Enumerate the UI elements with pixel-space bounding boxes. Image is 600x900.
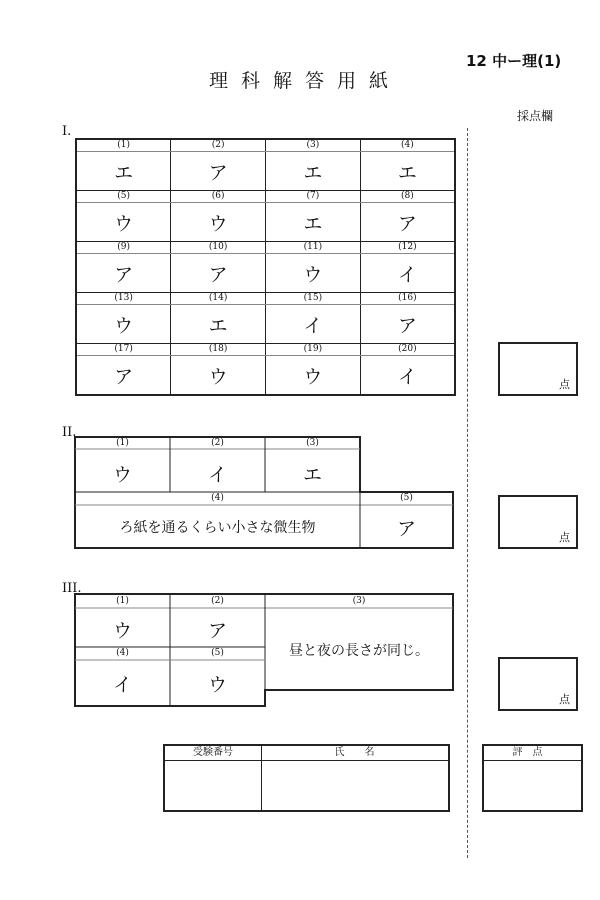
s3-q5-number: (5) xyxy=(211,648,224,658)
name-label: 氏 名 xyxy=(261,746,448,761)
s1-answer-cell: ウ xyxy=(171,356,266,396)
evaluation-table xyxy=(482,744,583,812)
s1-answer-cell: エ xyxy=(171,305,266,344)
s3-q1-number: (1) xyxy=(116,596,129,606)
s1-answer-cell: ア xyxy=(171,254,266,293)
s2-q2-answer: イ xyxy=(207,464,227,486)
s1-question-number: (3) xyxy=(266,139,361,152)
s3-q2-answer: ア xyxy=(207,620,227,642)
page-title: 理科解答用紙 xyxy=(208,70,401,92)
exam-number-label: 受験番号 xyxy=(165,746,261,761)
s1-question-number: (8) xyxy=(360,191,455,203)
s1-question-number: (19) xyxy=(266,344,361,356)
s1-answer-cell: イ xyxy=(360,356,455,396)
s1-question-number: (10) xyxy=(171,242,266,254)
exam-number-field[interactable] xyxy=(165,761,260,810)
s1-question-number: (18) xyxy=(171,344,266,356)
evaluation-label: 評点 xyxy=(484,746,581,761)
s1-answer-cell: ウ xyxy=(171,203,266,242)
s1-answer-cell: エ xyxy=(76,152,171,191)
s1-answer-cell: ウ xyxy=(266,254,361,293)
s2-q3-answer: エ xyxy=(302,464,322,486)
s1-answer-cell: ア xyxy=(360,305,455,344)
s1-answer-cell: ア xyxy=(360,203,455,242)
score-unit: 点 xyxy=(559,531,570,544)
s3-q5-answer: ウ xyxy=(207,674,227,696)
evaluation-field[interactable] xyxy=(484,761,581,810)
s1-answer-cell: イ xyxy=(266,305,361,344)
s1-question-number: (13) xyxy=(76,293,171,305)
s1-answer-cell: ア xyxy=(76,254,171,293)
s3-q3-answer: 昼と夜の長さが同じ。 xyxy=(289,643,429,659)
s1-question-number: (6) xyxy=(171,191,266,203)
s1-question-number: (17) xyxy=(76,344,171,356)
s2-q1-answer: ウ xyxy=(112,464,132,486)
score-column-label: 採点欄 xyxy=(517,109,554,123)
s2-q2-number: (2) xyxy=(211,438,224,448)
s1-question-number: (15) xyxy=(266,293,361,305)
examinee-info-table xyxy=(163,744,450,812)
section-3-score-box[interactable] xyxy=(498,657,578,711)
s2-q5-answer: ア xyxy=(396,518,416,540)
s2-q1-number: (1) xyxy=(116,438,129,448)
s1-question-number: (1) xyxy=(76,139,171,152)
s1-question-number: (20) xyxy=(360,344,455,356)
s1-question-number: (16) xyxy=(360,293,455,305)
s1-answer-cell: エ xyxy=(360,152,455,191)
s1-answer-cell: ア xyxy=(76,356,171,396)
s1-answer-cell: エ xyxy=(266,152,361,191)
s1-answer-cell: ウ xyxy=(76,203,171,242)
s1-question-number: (7) xyxy=(266,191,361,203)
s1-question-number: (4) xyxy=(360,139,455,152)
s3-q3-number: (3) xyxy=(352,596,366,606)
s1-answer-cell: ウ xyxy=(266,356,361,396)
s1-answer-cell: イ xyxy=(360,254,455,293)
score-unit: 点 xyxy=(559,693,570,706)
s3-q2-number: (2) xyxy=(211,596,224,606)
name-field[interactable] xyxy=(262,761,448,810)
section-3-label: III. xyxy=(62,581,82,596)
s1-question-number: (5) xyxy=(76,191,171,203)
s2-q4-answer: ろ紙を通るくらい小さな微生物 xyxy=(119,520,316,536)
s1-question-number: (11) xyxy=(266,242,361,254)
section-1-label: I. xyxy=(62,124,72,139)
s1-answer-cell: エ xyxy=(266,203,361,242)
s1-question-number: (9) xyxy=(76,242,171,254)
section-2-score-box[interactable] xyxy=(498,495,578,549)
s2-q4-number: (4) xyxy=(211,493,224,503)
s1-answer-cell: ア xyxy=(171,152,266,191)
score-unit: 点 xyxy=(559,378,570,391)
form-code: 12 中ー理(1) xyxy=(466,52,562,70)
s1-question-number: (14) xyxy=(171,293,266,305)
s3-q1-answer: ウ xyxy=(112,620,132,642)
s2-q5-number: (5) xyxy=(400,493,413,503)
s3-q4-number: (4) xyxy=(116,648,129,658)
s1-question-number: (2) xyxy=(171,139,266,152)
s3-q4-answer: イ xyxy=(112,674,132,696)
s2-q3-number: (3) xyxy=(306,438,319,448)
section-2-label: II. xyxy=(62,425,77,440)
s1-question-number: (12) xyxy=(360,242,455,254)
s1-answer-cell: ウ xyxy=(76,305,171,344)
